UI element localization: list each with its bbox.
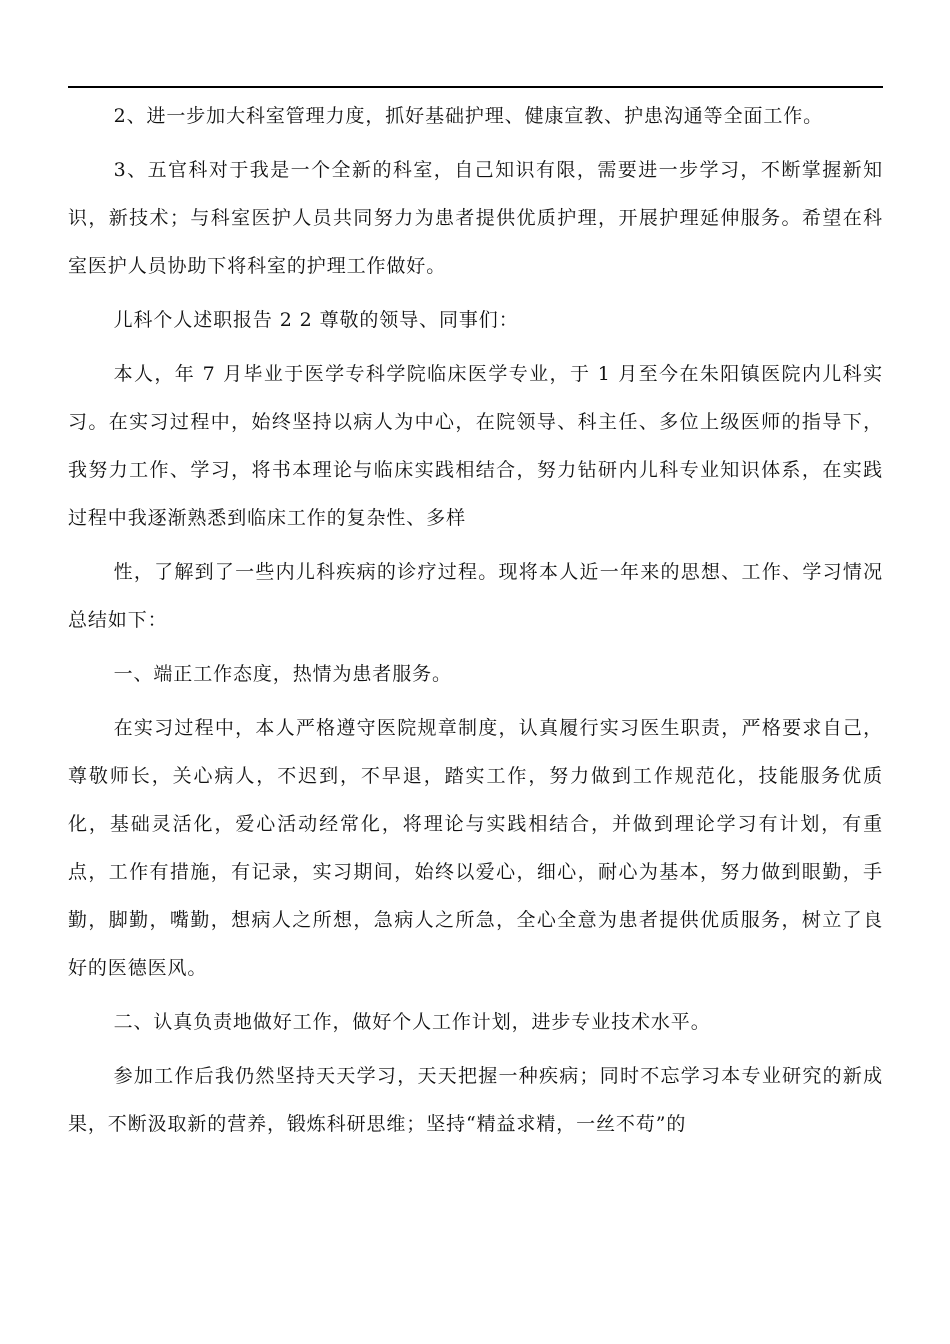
paragraph-section-2: 参加工作后我仍然坚持天天学习，天天把握一种疾病；同时不忘学习本专业研究的新成果，不断汲取新的营养，锻炼科研思维；坚持“精益求精，一丝不苟”的 xyxy=(68,1065,883,1135)
paragraph-section-1: 在实习过程中，本人严格遵守医院规章制度，认真履行实习医生职责，严格要求自己，尊敬师长，关心病人，不迟到，不早退，踏实工作，努力做到工作规范化，技能服务优质化，基础灵活化，爱心活动经常化，将理论与实践相结合，并做到理论学习有计划，有重点，工作有措施，有记录，实习期间，始终以爱心，细心，耐心为基本，努力做到眼勤，手勤，脚勤，嘴勤，想病人之所想，急病人之所急，全心全意为患者提供优质服务，树立了良好的医德医风。 xyxy=(68,717,883,979)
document-page xyxy=(68,0,883,1344)
report-title-line: 儿科个人述职报告 2 2 尊敬的领导、同事们： xyxy=(113,309,519,331)
paragraph-intro: 本人，年 7 月毕业于医学专科学院临床医学专业，于 1 月至今在朱阳镇医院内儿科实习。在实习过程中，始终坚持以病人为中心，在院领导、科主任、多位上级医师的指导下，我努力工作、学习，将书本理论与临床实践相结合，努力钻研内儿科专业知识体系，在实践过程中我逐渐熟悉到临床工作的复杂性、多样 xyxy=(68,363,883,529)
header-rule xyxy=(68,86,883,88)
paragraph-item-3: 3、五官科对于我是一个全新的科室，自己知识有限，需要进一步学习，不断掌握新知识，新技术；与科室医护人员共同努力为患者提供优质护理，开展护理延伸服务。希望在科室医护人员协助下将科室的护理工作做好。 xyxy=(68,159,883,277)
section-heading-2: 二、认真负责地做好工作，做好个人工作计划，进步专业技术水平。 xyxy=(113,1011,711,1033)
paragraph-intro-continued: 性，了解到了一些内儿科疾病的诊疗过程。现将本人近一年来的思想、工作、学习情况总结如下： xyxy=(68,561,883,631)
document-body xyxy=(68,92,883,1148)
section-heading-1: 一、端正工作态度，热情为患者服务。 xyxy=(113,663,452,685)
paragraph-item-2: 2、进一步加大科室管理力度，抓好基础护理、健康宣教、护患沟通等全面工作。 xyxy=(113,105,824,127)
